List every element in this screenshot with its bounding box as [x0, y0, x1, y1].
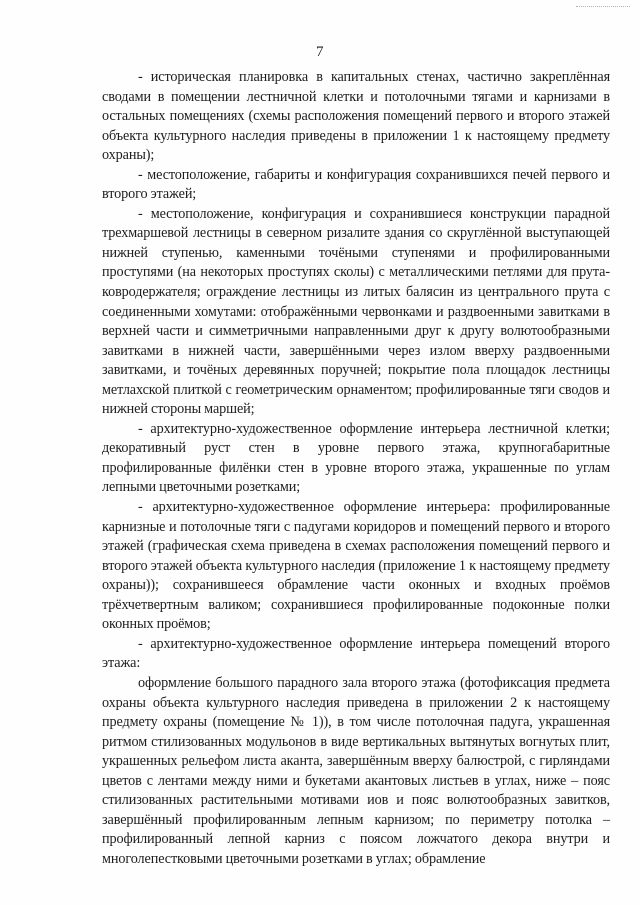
paragraph-stairwell-interior: - архитектурно-художественное оформление интерьера лестничной клетки; декоративный руст стен в уровне первого этажа, крупногабаритные профилированные филёнки стен в уровне второго этажа, украшенные по углам лепными цветочными розетками; — [102, 420, 610, 496]
document-body — [102, 68, 610, 869]
scan-corner-mark — [576, 6, 630, 9]
page-number: 7 — [316, 44, 324, 60]
paragraph-interior-decoration: - архитектурно-художественное оформление интерьера: профилированные карнизные и потолочные тяги с падугами коридоров и помещений первого и второго этажей (графическая схема приведена в схемах расположения помещений первого и второго этажей объекта культурного наследия (приложение 1 к настоящему предмету охраны)); сохранившееся обрамление части оконных и входных проёмов трёхчетвертным валиком; сохранившиеся профилированные подоконные полки оконных проёмов; — [102, 499, 610, 633]
paragraph-grand-hall: оформление большого парадного зала второго этажа (фотофиксация предмета охраны объекта культурного наследия приведена в приложении 2 к настоящему предмету охраны (помещение № 1)), в том числе потолочная падуга, украшенная ритмом стилизованных модульонов в виде вертикальных вытянутых вогнутых плит, украшенных рельефом листа аканта, завершённым вверху балюстрой, с гирляндами цветов с лентами между ними и букетами акантовых листьев в углах, ниже – пояс стилизованных растительными мотивами иов и пояс волютообразных завитков, завершённый профилированным лепным карнизом; по периметру потолка – профилированный лепной карниз с поясом ложчатого декора внутри и многолепестковыми цветочными розетками в углах; обрамление — [102, 674, 610, 867]
paragraph-stoves: - местоположение, габариты и конфигурация сохранившихся печей первого и второго этажей; — [102, 166, 610, 203]
paragraph-second-floor-interior: - архитектурно-художественное оформление интерьера помещений второго этажа: — [102, 635, 610, 672]
paragraph-staircase: - местоположение, конфигурация и сохранившиеся конструкции парадной трехмаршевой лестницы в северном ризалите здания со скруглённой выступающей нижней ступенью, каменными точёными ступенями и профилированными проступями (на некоторых проступях сколы) с металлическими петлями для прута-ковродержателя; ограждение лестницы из литых балясин из центрального прута с соединенными хомутами: отображёнными червонками и раздвоенными завитками в верхней части и симметричными направленными друг к другу волютообразными завитками в нижней части, завершёнными через излом вверху раздвоенными завитками, и точёных деревянных поручней; покрытие пола площадок лестницы метлахской плиткой с геометрическим орнаментом; профилированные тяги сводов и нижней стороны маршей; — [102, 205, 610, 418]
paragraph-historical-layout: - историческая планировка в капитальных стенах, частично закреплённая сводами в помещении лестничной клетки и потолочными тягами и карнизами в остальных помещениях (схемы расположения помещений первого и второго этажей объекта культурного наследия приведены в приложении 1 к настоящему предмету охраны); — [102, 69, 610, 164]
